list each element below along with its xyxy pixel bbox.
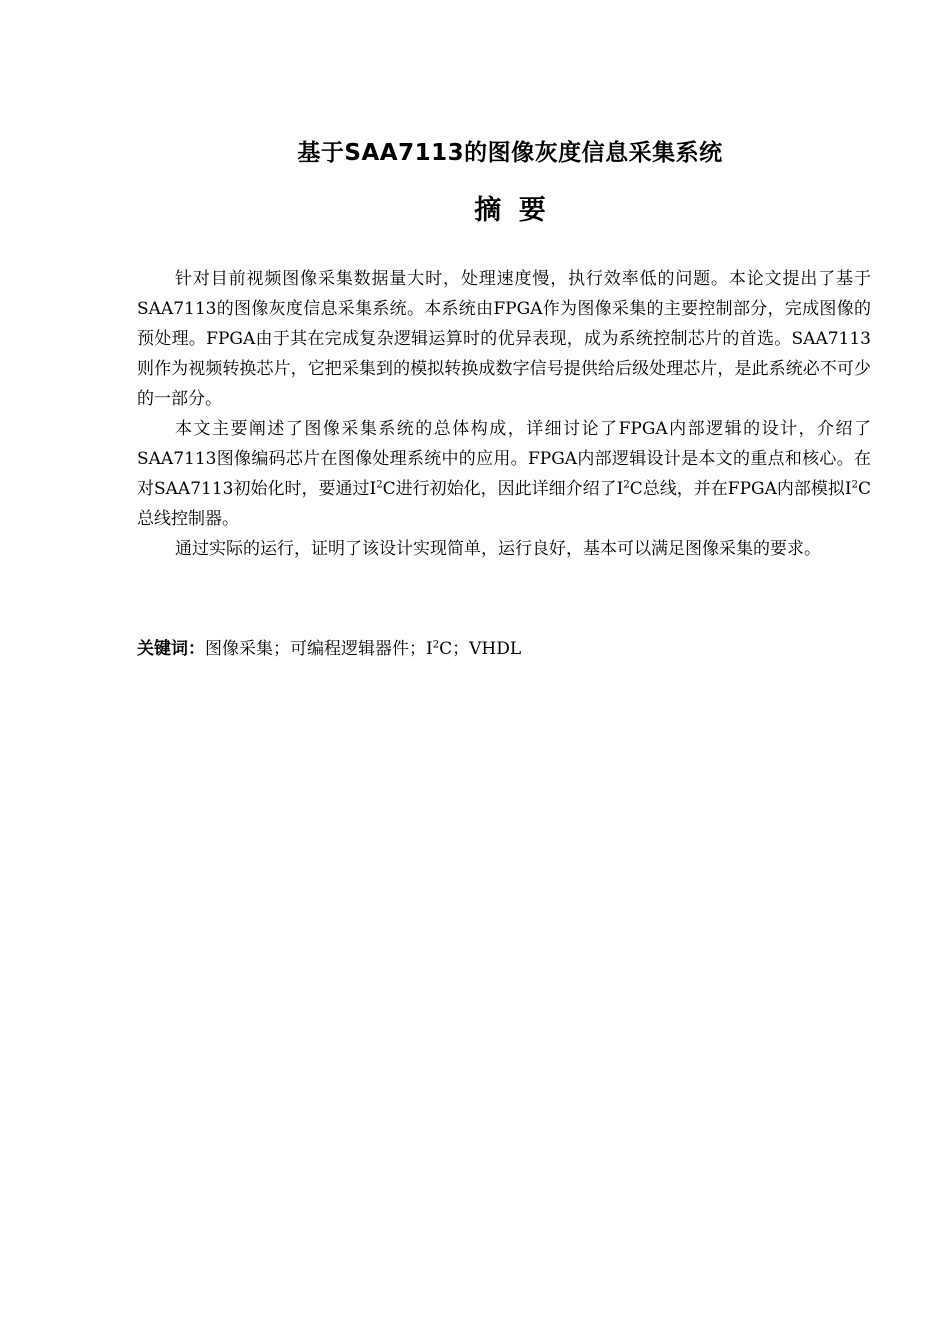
abstract-paragraph-1: 针对目前视频图像采集数据量大时，处理速度慢，执行效率低的问题。本论文提出了基于SAA7113的图像灰度信息采集系统。本系统由FPGA作为图像采集的主要控制部分，完成图像的预处理。FPGA由于其在完成复杂逻辑运算时的优异表现，成为系统控制芯片的首选。SAA7113则作为视频转换芯片，它把采集到的模拟转换成数字信号提供给后级处理芯片，是此系统必不可少的一部分。 <box>137 269 871 409</box>
abstract-heading: 摘 要 <box>474 195 546 226</box>
keywords-text-pre: 图像采集；可编程逻辑器件；I <box>205 639 433 659</box>
keywords-label: 关键词： <box>137 639 205 659</box>
paragraph-2-text-d: C总线控制器。 <box>137 479 871 529</box>
paragraph-2-text-a: 本文主要阐述了图像采集系统的总体构成，详细讨论了FPGA内部逻辑的设计，介绍了SAA7113图像编码芯片在图像处理系统中的应用。FPGA内部逻辑设计是本文的重点和核心。在对SAA7113初始化时，要通过I <box>137 419 871 499</box>
abstract-paragraph-2 <box>137 414 871 534</box>
keywords-text-post: C；VHDL <box>439 639 522 659</box>
paper-title: 基于SAA7113的图像灰度信息采集系统 <box>297 140 723 166</box>
paragraph-2-text-c: C总线，并在FPGA内部模拟I <box>629 479 852 499</box>
abstract-body <box>137 264 871 564</box>
superscript-2: 2 <box>376 479 383 491</box>
keywords-line <box>137 634 871 664</box>
superscript-2: 2 <box>851 479 858 491</box>
keywords-superscript: 2 <box>432 639 440 651</box>
paragraph-2-text-b: C进行初始化，因此详细介绍了I <box>382 479 624 499</box>
superscript-2: 2 <box>623 479 630 491</box>
abstract-paragraph-3: 通过实际的运行，证明了该设计实现简单，运行良好，基本可以满足图像采集的要求。 <box>175 539 821 559</box>
